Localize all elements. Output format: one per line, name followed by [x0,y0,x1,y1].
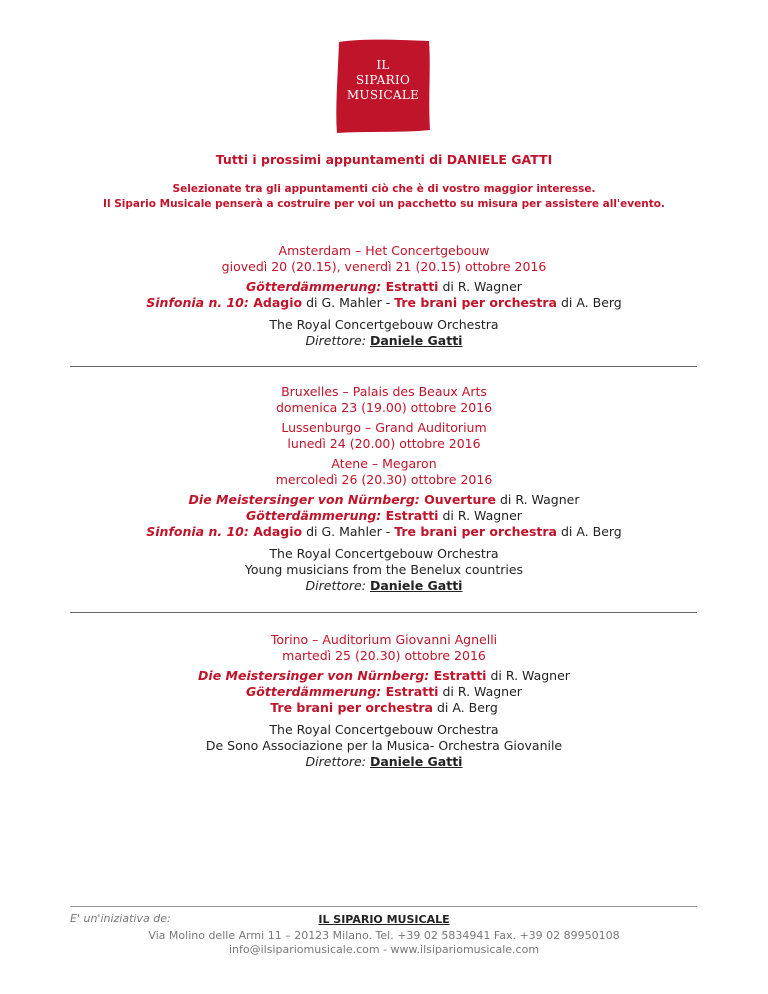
footer-divider [70,906,697,907]
event-block-3 [0,632,768,770]
program-line: Die Meistersinger von Nürnberg: Ouverture di R. Wagner [188,492,580,507]
director-line: Direttore: Daniele Gatti [305,578,463,593]
program-line: Die Meistersinger von Nürnberg: Estratti di R. Wagner [198,668,570,683]
venue-place: Torino – Auditorium Giovanni Agnelli [270,632,498,647]
subtitle-line-1: Selezionate tra gli appuntamenti ciò che è di vostro maggior interesse. [172,183,596,195]
venue-place: Amsterdam – Het Concertgebouw [278,243,490,258]
divider [70,612,697,613]
divider [70,366,697,367]
program-line: Sinfonia n. 10: Adagio di G. Mahler - Tre brani per orchestra di A. Berg [146,524,622,539]
footer-web[interactable]: info@ilsipariomusicale.com - www.ilsipariomusicale.com [228,943,540,956]
venue-date: giovedì 20 (20.15), venerdì 21 (20.15) ottobre 2016 [221,259,547,274]
director-line: Direttore: Daniele Gatti [305,754,463,769]
logo-line-3: MUSICALE [346,88,420,102]
performer: The Royal Concertgebouw Orchestra [269,722,499,737]
venue-place: Atene – Megaron [331,456,437,471]
footer-org: IL SIPARIO MUSICALE [318,913,450,926]
logo-line-1: IL [376,58,390,72]
footer-label: E' un'iniziativa de: [70,912,171,925]
program-line: Götterdämmerung: Estratti di R. Wagner [246,508,522,523]
venue-date: mercoledì 26 (20.30) ottobre 2016 [275,472,493,487]
page-title: Tutti i prossimi appuntamenti di DANIELE GATTI [215,152,553,167]
event-block-2 [0,384,768,594]
logo [333,38,433,134]
program-line: Götterdämmerung: Estratti di R. Wagner [246,279,522,294]
venue-date: domenica 23 (19.00) ottobre 2016 [275,400,493,415]
venue-place: Bruxelles – Palais des Beaux Arts [281,384,487,399]
program-line: Tre brani per orchestra di A. Berg [270,700,498,715]
performer: De Sono Associazione per la Musica- Orchestra Giovanile [205,738,563,753]
subtitle-line-2: Il Sipario Musicale penserà a costruire per voi un pacchetto su misura per assistere all'evento. [103,198,665,210]
program-line: Sinfonia n. 10: Adagio di G. Mahler - Tre brani per orchestra di A. Berg [146,295,622,310]
program-line: Götterdämmerung: Estratti di R. Wagner [246,684,522,699]
venue-place: Lussenburgo – Grand Auditorium [281,420,487,435]
performer: The Royal Concertgebouw Orchestra [269,546,499,561]
performer: Young musicians from the Benelux countries [244,562,524,577]
venue-date: lunedì 24 (20.00) ottobre 2016 [287,436,481,451]
event-block-1 [0,243,768,349]
director-line: Direttore: Daniele Gatti [305,333,463,348]
performer: The Royal Concertgebouw Orchestra [269,317,499,332]
footer-address: Via Molino delle Armi 11 – 20123 Milano. Tel. +39 02 5834941 Fax. +39 02 89950108 [148,929,620,942]
venue-date: martedì 25 (20.30) ottobre 2016 [282,648,486,663]
logo-line-2: SIPARIO [355,73,411,87]
